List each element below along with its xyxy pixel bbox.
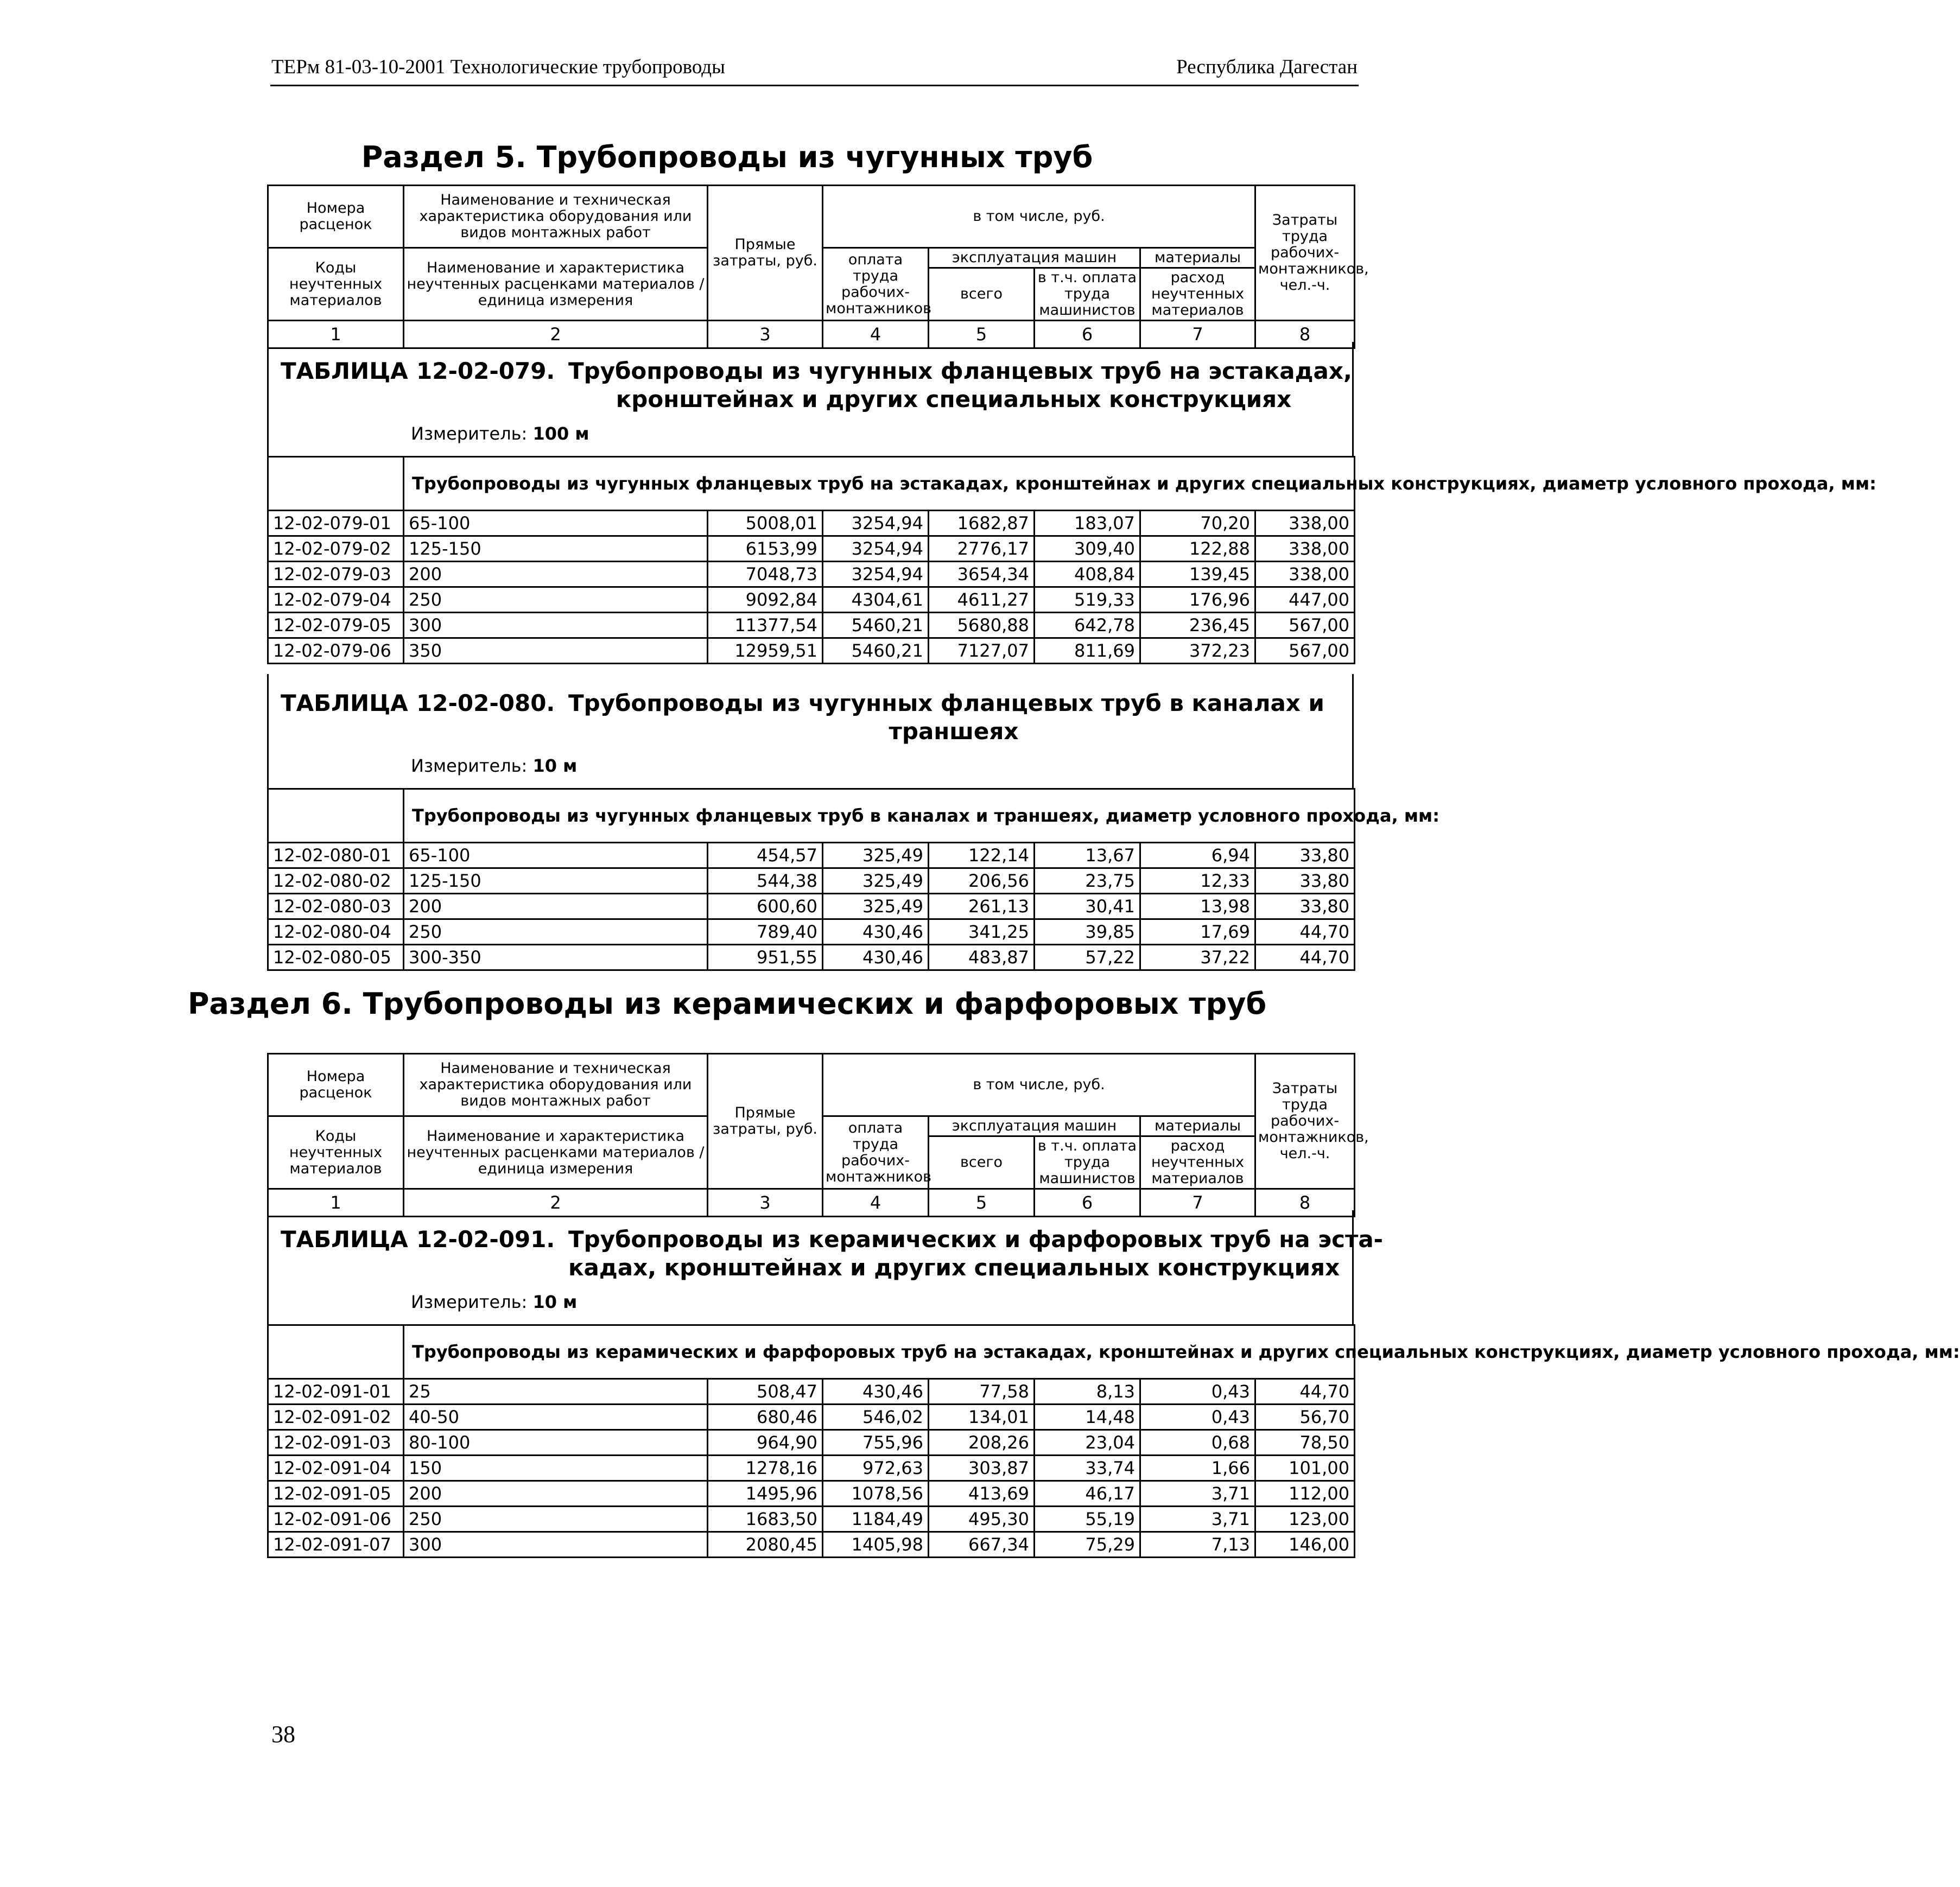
material-use: 372,23 (1140, 638, 1255, 664)
rate-description: 250 (404, 587, 708, 613)
machinist-pay: 23,04 (1035, 1430, 1140, 1456)
col-header-worker-pay: оплата труда рабочих-монтажников (823, 248, 929, 321)
machinist-pay: 519,33 (1035, 587, 1140, 613)
measure (411, 1292, 577, 1312)
rate-description: 125-150 (404, 536, 708, 562)
direct-costs: 1495,96 (708, 1481, 823, 1507)
rate-code: 12-02-080-03 (268, 894, 404, 919)
col-number: 8 (1255, 1189, 1355, 1217)
rate-code: 12-02-080-04 (268, 919, 404, 945)
machines-total: 261,13 (929, 894, 1035, 919)
col-number: 3 (708, 321, 823, 348)
table-label (281, 357, 555, 385)
labor-hours: 44,70 (1255, 945, 1355, 970)
machinist-pay: 46,17 (1035, 1481, 1140, 1507)
worker-pay: 3254,94 (823, 536, 929, 562)
labor-hours: 33,80 (1255, 843, 1355, 868)
direct-costs: 6153,99 (708, 536, 823, 562)
worker-pay: 5460,21 (823, 638, 929, 664)
direct-costs: 11377,54 (708, 613, 823, 638)
direct-costs: 789,40 (708, 919, 823, 945)
col-number: 3 (708, 1189, 823, 1217)
material-use: 6,94 (1140, 843, 1255, 868)
worker-pay: 325,49 (823, 894, 929, 919)
table-title-block (267, 674, 1354, 788)
worker-pay: 4304,61 (823, 587, 929, 613)
measure (411, 423, 589, 444)
table-row (268, 1481, 1355, 1507)
table-row (268, 587, 1355, 613)
machines-total: 122,14 (929, 843, 1035, 868)
direct-costs: 7048,73 (708, 562, 823, 587)
col-number: 1 (268, 321, 404, 348)
rate-description: 300-350 (404, 945, 708, 970)
direct-costs: 12959,51 (708, 638, 823, 664)
machinist-pay: 75,29 (1035, 1532, 1140, 1558)
machinist-pay: 309,40 (1035, 536, 1140, 562)
table-title-block (267, 342, 1354, 456)
material-use: 3,71 (1140, 1481, 1255, 1507)
rate-code: 12-02-079-04 (268, 587, 404, 613)
machines-total: 4611,27 (929, 587, 1035, 613)
col-number: 4 (823, 1189, 929, 1217)
rates-table (267, 788, 1439, 971)
rate-description: 200 (404, 894, 708, 919)
rates-table (267, 456, 1876, 664)
rates-table (267, 1324, 1960, 1558)
col-header-name: Наименование и техническая характеристика оборудования или видов монтажных работ (404, 186, 708, 248)
material-use: 0,68 (1140, 1430, 1255, 1456)
table-title-line2: кронштейнах и других специальных конструкциях (616, 386, 1292, 412)
col-header-materials: материалы (1140, 1116, 1255, 1136)
labor-hours: 146,00 (1255, 1532, 1355, 1558)
measure (411, 755, 577, 776)
labor-hours: 44,70 (1255, 919, 1355, 945)
col-number: 5 (929, 1189, 1035, 1217)
col-number: 5 (929, 321, 1035, 348)
col-number: 7 (1140, 1189, 1255, 1217)
labor-hours: 78,50 (1255, 1430, 1355, 1456)
col-header-including: в том числе, руб. (823, 186, 1255, 248)
table-title-line1: Трубопроводы из чугунных фланцевых труб на эстакадах, (568, 358, 1352, 384)
table-label (281, 689, 555, 717)
table-row (268, 945, 1355, 970)
rate-code: 12-02-091-02 (268, 1405, 404, 1430)
col-header-labor: Затраты труда рабочих-монтажников, чел.-ч. (1255, 1054, 1355, 1189)
table-title-line2: траншеях (889, 718, 1019, 745)
machinist-pay: 13,67 (1035, 843, 1140, 868)
table-row (268, 1379, 1355, 1405)
machines-total: 5680,88 (929, 613, 1035, 638)
rate-description: 125-150 (404, 868, 708, 894)
col-header-machinist-pay: в т.ч. оплата труда машинистов (1035, 268, 1140, 321)
table-row (268, 868, 1355, 894)
material-use: 236,45 (1140, 613, 1255, 638)
direct-costs: 508,47 (708, 1379, 823, 1405)
labor-hours: 567,00 (1255, 613, 1355, 638)
worker-pay: 430,46 (823, 945, 929, 970)
col-header-material-codes: Коды неучтенных материалов (268, 1116, 404, 1189)
material-use: 17,69 (1140, 919, 1255, 945)
rate-description: 25 (404, 1379, 708, 1405)
labor-hours: 123,00 (1255, 1507, 1355, 1532)
section-title: Раздел 5. Трубопроводы из чугунных труб (361, 140, 1093, 174)
table-row (268, 1456, 1355, 1481)
col-header-material-use: расход неучтенных материалов (1140, 1136, 1255, 1189)
machines-total: 303,87 (929, 1456, 1035, 1481)
table-subheading: Трубопроводы из керамических и фарфоровых труб на эстакадах, кронштейнах и других специальных конструкциях, диаметр условного прохода, мм: (404, 1325, 1355, 1379)
labor-hours: 112,00 (1255, 1481, 1355, 1507)
col-number: 7 (1140, 321, 1255, 348)
machines-total: 341,25 (929, 919, 1035, 945)
table-code: 12-02-079. (416, 358, 555, 384)
rate-description: 200 (404, 1481, 708, 1507)
machinist-pay: 39,85 (1035, 919, 1140, 945)
measure-value: 10 м (532, 1292, 578, 1312)
worker-pay: 5460,21 (823, 613, 929, 638)
rate-description: 40-50 (404, 1405, 708, 1430)
table-row (268, 613, 1355, 638)
col-header-rate-numbers: Номера расценок (268, 1054, 404, 1116)
material-use: 3,71 (1140, 1507, 1255, 1532)
measure-label: Измеритель: (411, 755, 528, 776)
col-header-worker-pay: оплата труда рабочих-монтажников (823, 1116, 929, 1189)
material-use: 122,88 (1140, 536, 1255, 562)
table-row (268, 1405, 1355, 1430)
machines-total: 208,26 (929, 1430, 1035, 1456)
measure-label: Измеритель: (411, 1292, 528, 1312)
worker-pay: 430,46 (823, 919, 929, 945)
material-use: 70,20 (1140, 511, 1255, 536)
machinist-pay: 30,41 (1035, 894, 1140, 919)
col-header-name: Наименование и техническая характеристика оборудования или видов монтажных работ (404, 1054, 708, 1116)
header-rule (270, 85, 1359, 86)
labor-hours: 338,00 (1255, 562, 1355, 587)
machinist-pay: 408,84 (1035, 562, 1140, 587)
col-header-labor: Затраты труда рабочих-монтажников, чел.-ч. (1255, 186, 1355, 321)
labor-hours: 338,00 (1255, 536, 1355, 562)
col-header-machines: эксплуатация машин (929, 1116, 1140, 1136)
table-subheading: Трубопроводы из чугунных фланцевых труб в каналах и траншеях, диаметр условного прохода, мм: (404, 789, 1355, 843)
col-header-direct-costs: Прямые затраты, руб. (708, 186, 823, 321)
rate-description: 150 (404, 1456, 708, 1481)
col-number: 2 (404, 1189, 708, 1217)
table-row (268, 1532, 1355, 1558)
material-use: 7,13 (1140, 1532, 1255, 1558)
col-header-machines-total: всего (929, 268, 1035, 321)
col-number: 1 (268, 1189, 404, 1217)
worker-pay: 546,02 (823, 1405, 929, 1430)
table-code: 12-02-091. (416, 1226, 555, 1253)
table-row (268, 919, 1355, 945)
machines-total: 134,01 (929, 1405, 1035, 1430)
table-label-word: ТАБЛИЦА (281, 358, 408, 384)
worker-pay: 755,96 (823, 1430, 929, 1456)
measure-label: Измеритель: (411, 423, 528, 444)
table-label-word: ТАБЛИЦА (281, 690, 408, 716)
machines-total: 667,34 (929, 1532, 1035, 1558)
rate-code: 12-02-079-06 (268, 638, 404, 664)
running-header-left: ТЕРм 81-03-10-2001 Технологические трубопроводы (271, 56, 725, 78)
machines-total: 206,56 (929, 868, 1035, 894)
rate-code: 12-02-079-02 (268, 536, 404, 562)
rate-code: 12-02-091-01 (268, 1379, 404, 1405)
table-row (268, 562, 1355, 587)
direct-costs: 5008,01 (708, 511, 823, 536)
col-header-direct-costs: Прямые затраты, руб. (708, 1054, 823, 1189)
material-use: 1,66 (1140, 1456, 1255, 1481)
rate-code: 12-02-091-07 (268, 1532, 404, 1558)
machines-total: 413,69 (929, 1481, 1035, 1507)
direct-costs: 544,38 (708, 868, 823, 894)
rate-description: 250 (404, 919, 708, 945)
labor-hours: 338,00 (1255, 511, 1355, 536)
rate-code: 12-02-091-06 (268, 1507, 404, 1532)
direct-costs: 2080,45 (708, 1532, 823, 1558)
rate-description: 250 (404, 1507, 708, 1532)
labor-hours: 567,00 (1255, 638, 1355, 664)
col-number: 2 (404, 321, 708, 348)
worker-pay: 972,63 (823, 1456, 929, 1481)
machines-total: 2776,17 (929, 536, 1035, 562)
direct-costs: 9092,84 (708, 587, 823, 613)
column-header (267, 1053, 1369, 1217)
direct-costs: 600,60 (708, 894, 823, 919)
worker-pay: 430,46 (823, 1379, 929, 1405)
material-use: 139,45 (1140, 562, 1255, 587)
rate-code: 12-02-080-05 (268, 945, 404, 970)
labor-hours: 44,70 (1255, 1379, 1355, 1405)
material-use: 13,98 (1140, 894, 1255, 919)
machinist-pay: 8,13 (1035, 1379, 1140, 1405)
labor-hours: 56,70 (1255, 1405, 1355, 1430)
labor-hours: 101,00 (1255, 1456, 1355, 1481)
machines-total: 3654,34 (929, 562, 1035, 587)
machinist-pay: 14,48 (1035, 1405, 1140, 1430)
table-row (268, 536, 1355, 562)
machinist-pay: 33,74 (1035, 1456, 1140, 1481)
rate-code: 12-02-080-01 (268, 843, 404, 868)
worker-pay: 1184,49 (823, 1507, 929, 1532)
col-header-material-name: Наименование и характеристика неучтенных расценками материалов / единица измерения (404, 1116, 708, 1189)
page-number: 38 (271, 1721, 295, 1748)
direct-costs: 964,90 (708, 1430, 823, 1456)
direct-costs: 1278,16 (708, 1456, 823, 1481)
col-number: 6 (1035, 321, 1140, 348)
rate-description: 65-100 (404, 511, 708, 536)
col-header-machinist-pay: в т.ч. оплата труда машинистов (1035, 1136, 1140, 1189)
rate-code: 12-02-091-03 (268, 1430, 404, 1456)
material-use: 12,33 (1140, 868, 1255, 894)
col-header-including: в том числе, руб. (823, 1054, 1255, 1116)
table-title-line1: Трубопроводы из керамических и фарфоровых труб на эста- (568, 1226, 1384, 1253)
machinist-pay: 55,19 (1035, 1507, 1140, 1532)
rate-description: 350 (404, 638, 708, 664)
col-number: 8 (1255, 321, 1355, 348)
rate-description: 200 (404, 562, 708, 587)
table-row (268, 843, 1355, 868)
rate-description: 300 (404, 1532, 708, 1558)
labor-hours: 33,80 (1255, 868, 1355, 894)
measure-value: 10 м (532, 755, 578, 776)
table-subheading: Трубопроводы из чугунных фланцевых труб на эстакадах, кронштейнах и других специальных конструкциях, диаметр условного прохода, мм: (404, 457, 1355, 511)
machines-total: 495,30 (929, 1507, 1035, 1532)
machines-total: 1682,87 (929, 511, 1035, 536)
table-row (268, 1430, 1355, 1456)
rate-code: 12-02-079-03 (268, 562, 404, 587)
labor-hours: 447,00 (1255, 587, 1355, 613)
table-label (281, 1225, 555, 1254)
col-number: 4 (823, 321, 929, 348)
direct-costs: 951,55 (708, 945, 823, 970)
direct-costs: 1683,50 (708, 1507, 823, 1532)
col-header-material-codes: Коды неучтенных материалов (268, 248, 404, 321)
worker-pay: 325,49 (823, 843, 929, 868)
rate-code: 12-02-079-05 (268, 613, 404, 638)
material-use: 176,96 (1140, 587, 1255, 613)
rate-code: 12-02-091-04 (268, 1456, 404, 1481)
running-header-right: Республика Дагестан (1176, 56, 1358, 78)
rate-code: 12-02-079-01 (268, 511, 404, 536)
measure-value: 100 м (532, 423, 589, 444)
worker-pay: 3254,94 (823, 562, 929, 587)
table-title-block (267, 1210, 1384, 1324)
col-header-machines: эксплуатация машин (929, 248, 1140, 268)
direct-costs: 680,46 (708, 1405, 823, 1430)
machinist-pay: 642,78 (1035, 613, 1140, 638)
col-header-material-use: расход неучтенных материалов (1140, 268, 1255, 321)
machinist-pay: 57,22 (1035, 945, 1140, 970)
rate-code: 12-02-091-05 (268, 1481, 404, 1507)
rate-code: 12-02-080-02 (268, 868, 404, 894)
table-row (268, 894, 1355, 919)
rate-description: 300 (404, 613, 708, 638)
worker-pay: 1405,98 (823, 1532, 929, 1558)
machinist-pay: 23,75 (1035, 868, 1140, 894)
section-title: Раздел 6. Трубопроводы из керамических и фарфоровых труб (187, 987, 1267, 1021)
col-header-material-name: Наименование и характеристика неучтенных расценками материалов / единица измерения (404, 248, 708, 321)
rate-description: 65-100 (404, 843, 708, 868)
material-use: 37,22 (1140, 945, 1255, 970)
table-title-line1: Трубопроводы из чугунных фланцевых труб в каналах и (568, 690, 1324, 716)
col-header-rate-numbers: Номера расценок (268, 186, 404, 248)
table-label-word: ТАБЛИЦА (281, 1226, 408, 1253)
table-code: 12-02-080. (416, 690, 555, 716)
table-title-line2: кадах, кронштейнах и других специальных конструкциях (568, 1254, 1340, 1281)
labor-hours: 33,80 (1255, 894, 1355, 919)
material-use: 0,43 (1140, 1379, 1255, 1405)
table-row (268, 511, 1355, 536)
worker-pay: 3254,94 (823, 511, 929, 536)
material-use: 0,43 (1140, 1405, 1255, 1430)
table-row (268, 638, 1355, 664)
col-header-materials: материалы (1140, 248, 1255, 268)
table-row (268, 1507, 1355, 1532)
rate-description: 80-100 (404, 1430, 708, 1456)
col-header-machines-total: всего (929, 1136, 1035, 1189)
worker-pay: 1078,56 (823, 1481, 929, 1507)
col-number: 6 (1035, 1189, 1140, 1217)
direct-costs: 454,57 (708, 843, 823, 868)
machinist-pay: 811,69 (1035, 638, 1140, 664)
machinist-pay: 183,07 (1035, 511, 1140, 536)
column-header (267, 185, 1369, 349)
machines-total: 77,58 (929, 1379, 1035, 1405)
machines-total: 7127,07 (929, 638, 1035, 664)
machines-total: 483,87 (929, 945, 1035, 970)
worker-pay: 325,49 (823, 868, 929, 894)
